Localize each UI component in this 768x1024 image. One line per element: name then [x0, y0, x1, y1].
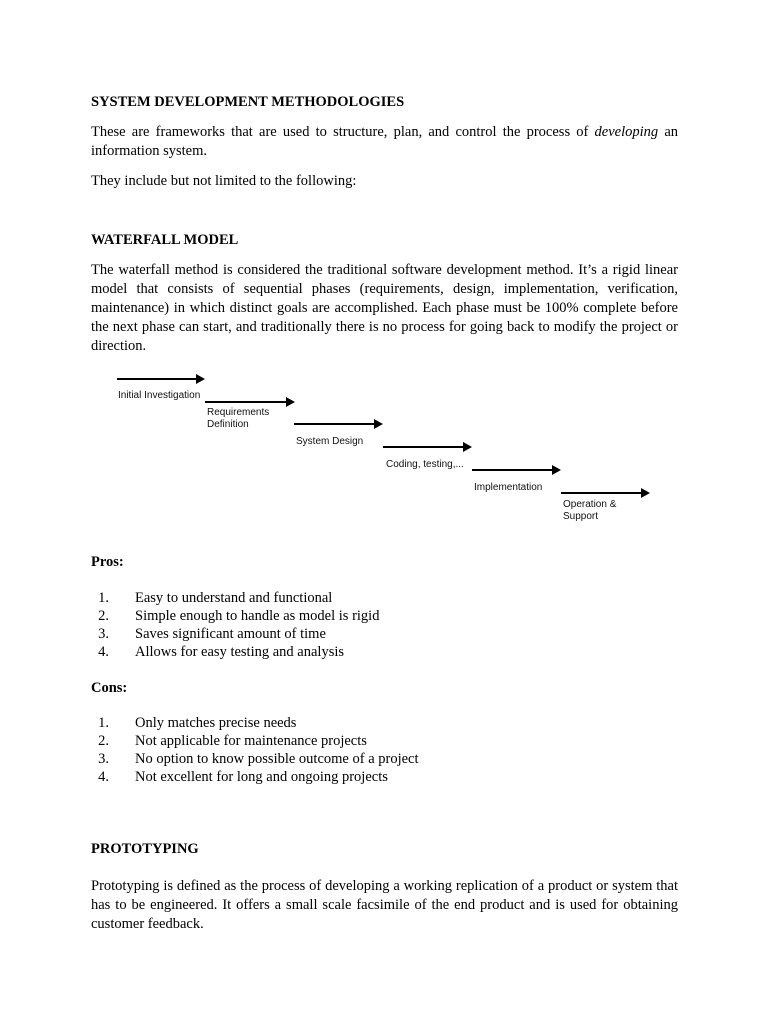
waterfall-heading: WATERFALL MODEL	[91, 232, 239, 248]
list-item	[91, 714, 678, 732]
phase-arrow-6	[561, 488, 650, 498]
list-text: No option to know possible outcome of a project	[135, 751, 419, 767]
intro-text-start: These are frameworks that are used to structure, plan, and control the process of	[91, 124, 595, 140]
cons-heading: Cons:	[91, 680, 128, 696]
list-number: 2.	[98, 608, 109, 624]
intro-list-lead: They include but not limited to the following:	[91, 173, 357, 189]
phase-arrow-3	[294, 419, 383, 429]
list-text: Only matches precise needs	[135, 715, 297, 731]
phase-label-operation-support: Operation & Support	[563, 499, 617, 522]
intro-text-end: an information system.	[91, 124, 678, 159]
phase-label-initial-investigation: Initial Investigation	[118, 390, 201, 401]
phase-label-requirements: Requirements Definition	[207, 407, 270, 430]
list-text: Not applicable for maintenance projects	[135, 733, 367, 749]
list-text: Not excellent for long and ongoing projects	[135, 769, 388, 785]
list-number: 3.	[98, 626, 109, 642]
list-number: 4.	[98, 769, 109, 785]
waterfall-paragraph: The waterfall method is considered the traditional software development method. It’s a rigid linear model that consists of sequential phases (requirements, design, implementation, verification, maintenance) in which distinct goals are accomplished. Each phase must be 100% complete before the next phase can start, and traditionally there is no process for going back to modify the project or direction.	[91, 262, 678, 354]
intro-italic-word: developing	[594, 124, 659, 140]
list-number: 1.	[98, 715, 109, 731]
prototyping-paragraph: Prototyping is defined as the process of developing a working replication of a product or system that has to be engineered. It offers a small scale facsimile of the end product and is used for obtaining customer feedback.	[91, 878, 678, 932]
list-item	[91, 589, 678, 607]
phase-label-coding: Coding, testing,...	[386, 459, 464, 470]
list-item	[91, 732, 678, 750]
list-text: Simple enough to handle as model is rigid	[135, 608, 380, 624]
phase-label-implementation: Implementation	[474, 482, 543, 493]
prototyping-heading: PROTOTYPING	[91, 841, 199, 857]
pros-heading: Pros:	[91, 554, 124, 570]
pros-list	[91, 589, 678, 661]
intro-paragraph	[91, 123, 678, 161]
page-title: SYSTEM DEVELOPMENT METHODOLOGIES	[91, 94, 405, 110]
list-text: Saves significant amount of time	[135, 626, 326, 642]
list-number: 4.	[98, 644, 109, 660]
list-item	[91, 607, 678, 625]
list-item	[91, 768, 678, 786]
phase-label-system-design: System Design	[296, 436, 364, 447]
cons-list	[91, 714, 678, 786]
list-number: 2.	[98, 733, 109, 749]
phase-arrow-1	[117, 374, 205, 384]
list-number: 3.	[98, 751, 109, 767]
list-text: Easy to understand and functional	[135, 590, 333, 606]
phase-arrow-4	[383, 442, 472, 452]
list-number: 1.	[98, 590, 109, 606]
list-item	[91, 750, 678, 768]
phase-arrow-5	[472, 465, 561, 475]
list-text: Allows for easy testing and analysis	[135, 644, 345, 660]
list-item	[91, 625, 678, 643]
list-item	[91, 643, 678, 661]
phase-arrow-2	[205, 397, 295, 407]
